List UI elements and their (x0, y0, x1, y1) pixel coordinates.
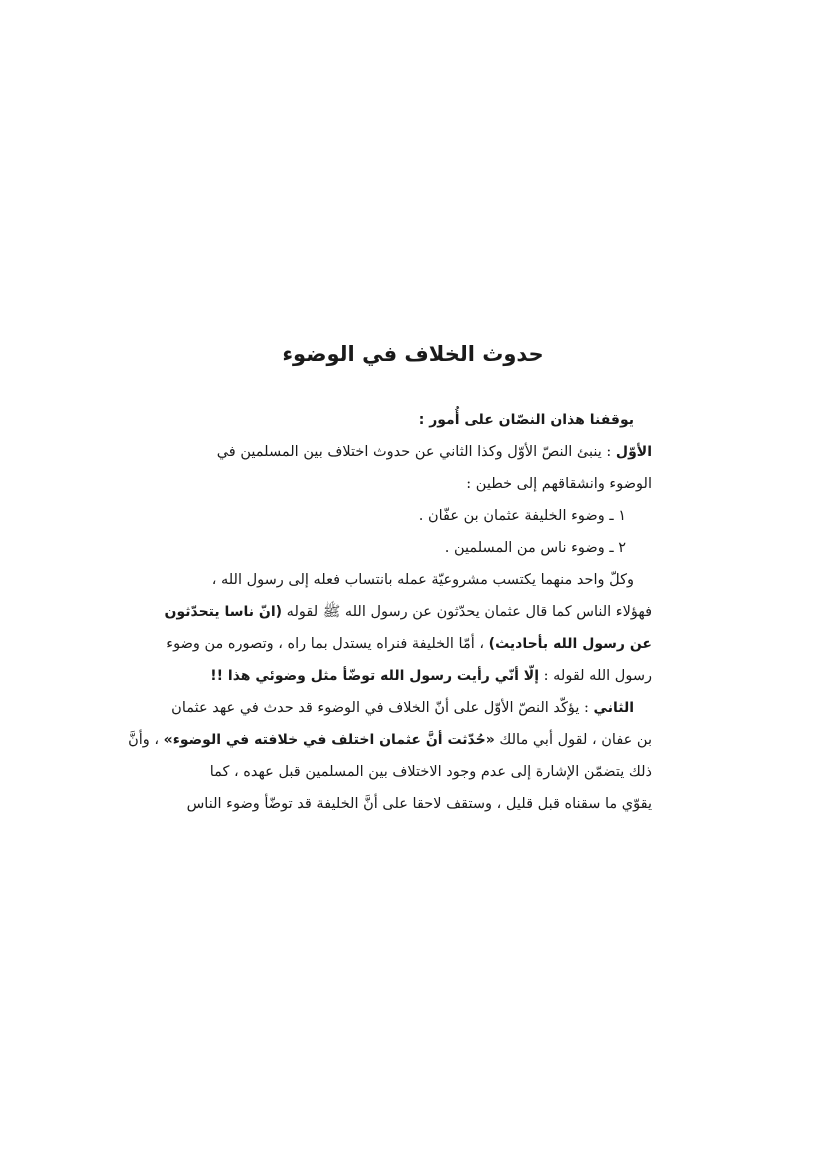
bold-text: «حُدّثت أنَّ عثمان اختلف في خلافته في الوضوء» (163, 732, 495, 748)
page-title: حدوث الخلاف في الوضوء (282, 342, 544, 366)
text-line (128, 724, 652, 756)
text-line (166, 628, 652, 660)
text-run: : يؤكّد النصّ الأوّل على أنّ الخلاف في الوضوء قد حدث في عهد عثمان (171, 700, 594, 716)
bold-text: الثاني (593, 700, 634, 716)
text-line (172, 404, 652, 436)
text-line (172, 500, 652, 532)
text-run: بن عفان ، لقول أبي مالك (494, 732, 652, 748)
text-line (172, 788, 652, 820)
text-run: رسول الله لقوله : (539, 668, 652, 684)
text-run: ٢ ـ وضوء ناس من المسلمين . (444, 540, 626, 556)
text-line (172, 756, 652, 788)
text-line (172, 564, 652, 596)
text-run: : ينبئ النصّ الأوّل وكذا الثاني عن حدوث اختلاف بين المسلمين في (216, 444, 616, 460)
text-run: فهؤلاء الناس كما قال عثمان يحدّثون عن رسول الله ﷺ لقوله (282, 604, 652, 620)
text-line (172, 436, 652, 468)
bold-text: عن رسول الله بأحاديث) (488, 636, 652, 652)
text-run: يقوّي ما سقناه قبل قليل ، وستقف لاحقا على أنَّ الخليفة قد توضّأ وضوء الناس (186, 796, 652, 812)
text-run: ١ ـ وضوء الخليفة عثمان بن عفّان . (418, 508, 626, 524)
text-line (172, 532, 652, 564)
text-run: وكلّ واحد منهما يكتسب مشروعيّة عمله بانتساب فعله إلى رسول الله ، (211, 572, 634, 588)
text-run: ، وأنَّ (128, 732, 164, 748)
bold-text: إلّا أنّي رأيت رسول الله توضّأ مثل وضوئي هذا !! (210, 668, 540, 684)
bold-text: (انّ ناسا يتحدّثون (164, 604, 283, 620)
text-run: الوضوء وانشقاقهم إلى خطين : (466, 476, 652, 492)
text-line (172, 692, 652, 724)
text-line (172, 468, 652, 500)
text-line (172, 660, 652, 692)
body-text (128, 404, 652, 820)
bold-text: يوقفنا هذان النصّان على أُمور : (418, 412, 634, 428)
text-line (164, 596, 652, 628)
text-run: ، أمّا الخليفة فنراه يستدل بما راه ، وتصوره من وضوء (166, 636, 489, 652)
bold-text: الأوّل (615, 444, 652, 460)
text-run: ذلك يتضمّن الإشارة إلى عدم وجود الاختلاف بين المسلمين قبل عهده ، كما (209, 764, 652, 780)
